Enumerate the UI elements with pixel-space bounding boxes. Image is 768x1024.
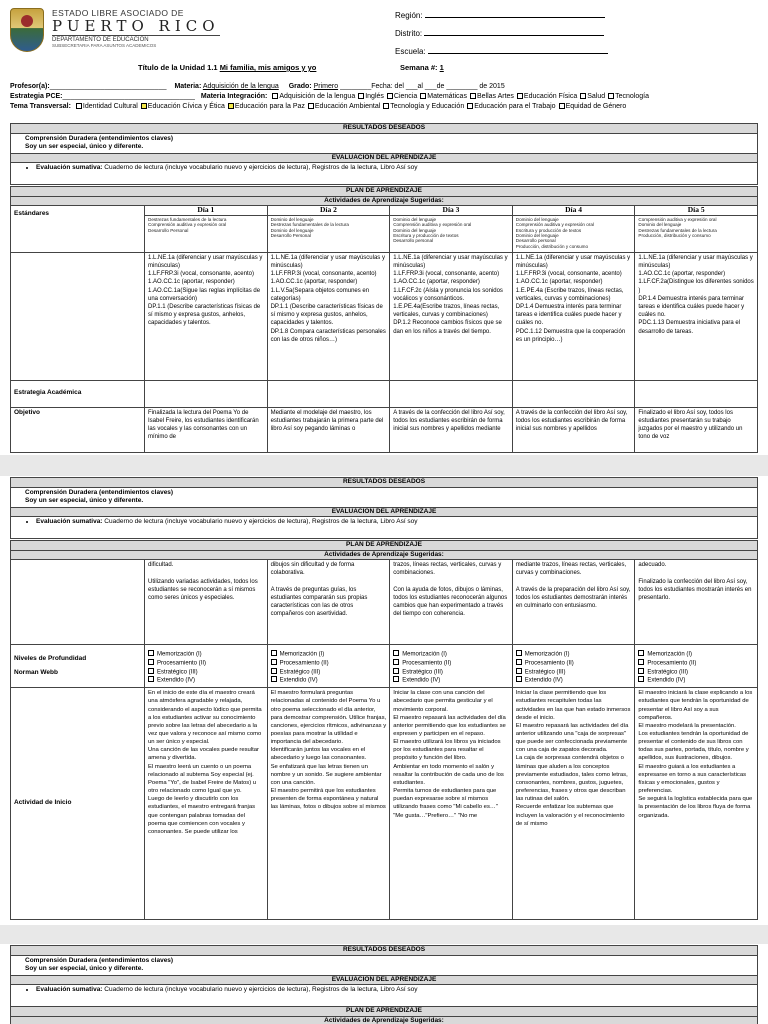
nivel-checkbox[interactable]	[516, 668, 522, 674]
objetivo-cont-label-cell	[11, 560, 145, 645]
niveles-row	[11, 645, 758, 688]
standards-detail-row	[11, 252, 758, 380]
soy-text: Soy un ser especial, único y diferente.	[25, 497, 144, 505]
estrategia-cell[interactable]	[145, 380, 268, 407]
semana	[400, 63, 444, 72]
nivel-checkbox[interactable]	[393, 659, 399, 665]
nivel-checkbox[interactable]	[638, 650, 644, 656]
standards-domain-cell: Destrezas fundamentales de la lectura Comprensión auditiva y expresión oral Desarrollo Personal	[145, 215, 268, 252]
sumativa-item	[36, 164, 754, 173]
resultados-table-page-3	[10, 945, 758, 1024]
soy-text: Soy un ser especial, único y diferente.	[25, 965, 144, 973]
standards-domain-cell: Comprensión auditiva y expresión oral Dominio del lenguaje Destrezas fundamentales de la lectura Producción, distribución y consumo	[635, 215, 758, 252]
objetivo-cont-cell: trazos, líneas rectas, verticales, curvas y combinaciones. Con la ayuda de fotos, dibujos o láminas, todos los estudiantes reconocerán algunos cambios que han experimentado a través del tiempo con coherencia.	[390, 560, 513, 645]
integracion-list	[269, 93, 649, 100]
resultados-table-page-2	[10, 477, 758, 539]
nivel-label: Estratégico (III)	[647, 669, 689, 676]
standards-detail-cell: 1.L.NE.1a (diferenciar y usar mayúsculas y minúsculas) 1.AO.CC.1c (aportar, responder) 1.LF.CF.2a(Distingue los diferentes sonidos ) DP.1.4 Demuestra interés para terminar tareas e identifica cuáles puede hacer y cuáles no. PDC.1.13 Demuestra iniciativa para el desarrollo de tareas.	[635, 252, 758, 380]
nivel-option[interactable]	[638, 659, 754, 668]
sumativa-item	[36, 518, 754, 527]
resultados-header: RESULTADOS DESEADOS	[11, 478, 758, 488]
nivel-label: Procesamiento (II)	[402, 660, 452, 667]
meta-line-2	[10, 92, 760, 102]
nivel-label: Estratégico (III)	[157, 669, 198, 676]
nivel-option[interactable]	[271, 650, 387, 659]
materia-value: Adquisición de la lengua	[202, 83, 279, 90]
nivel-checkbox[interactable]	[148, 676, 154, 682]
estrategia-cell[interactable]	[512, 380, 635, 407]
nivel-checkbox[interactable]	[393, 676, 399, 682]
nivel-option[interactable]	[638, 668, 754, 677]
niveles-label: Niveles de Profundidad	[14, 654, 87, 662]
objetivo-cell: A través de la confección del libro Así soy, todos los estudiantes escribirán de forma inicial sus nombres y apellidos mediante	[390, 407, 513, 452]
plan-header: PLAN DE APRENDIZAJE	[11, 1007, 758, 1017]
plan-header: PLAN DE APRENDIZAJE	[11, 541, 758, 551]
integracion-option: Matemáticas	[427, 93, 467, 100]
norman-label: Norman Webb	[14, 669, 58, 677]
nivel-option[interactable]	[516, 668, 632, 677]
escuela-field[interactable]	[428, 46, 608, 54]
nivel-option[interactable]	[516, 650, 632, 659]
integracion-checkbox[interactable]	[608, 93, 614, 99]
niveles-cell	[267, 645, 390, 688]
niveles-cell	[512, 645, 635, 688]
estrategia-cell[interactable]	[635, 380, 758, 407]
nivel-checkbox[interactable]	[148, 659, 154, 665]
nivel-option[interactable]	[148, 676, 264, 685]
nivel-label: Memorización (I)	[279, 651, 325, 658]
inicio-cell: El maestro formulará preguntas relacionadas al contenido del Poema Yo u otro poema seleccionado el día anterior, para demostrar comprensión. Utilice franjas, canciones, ejercicios rítmicos, adivinanzas y poesías para mostrar la utilidad e importancia del abecedario. Identificarán juntos las vocales en el abecedario y luego las consonantes. Se enfatizará que las letras tienen un nombre y un sonido. Se sugiere ambientar con una canción. El maestro permitirá que los estudiantes presenten de forma espontánea y natural las láminas, fotos o dibujos sobre sí mismos	[267, 688, 390, 920]
profesor-line[interactable]: ______________________________	[49, 83, 167, 90]
tema-checkbox[interactable]	[308, 103, 314, 109]
day-header-4: Día 4	[512, 206, 635, 216]
nivel-option[interactable]	[638, 650, 754, 659]
nivel-option[interactable]	[393, 668, 509, 677]
nivel-label: Extendido (IV)	[157, 677, 196, 684]
nivel-label: Procesamiento (II)	[279, 660, 329, 667]
integracion-checkbox[interactable]	[580, 93, 586, 99]
integracion-option: Inglés	[365, 93, 384, 100]
comprension-label: Comprensión Duradera (entendimientos claves)	[25, 488, 174, 496]
tema-option: Tecnología y Educación	[390, 103, 465, 110]
puerto-rico-seal-icon	[10, 8, 44, 52]
document-page-2	[0, 476, 768, 925]
nivel-option[interactable]	[148, 659, 264, 668]
standards-detail-cell: 1.L.NE.1a (diferenciar y usar mayúsculas y minúsculas) 1.LF.FRP.3i (vocal, consonante, acento) 1.AO.CC.1c (aportar, responder) 1.E.PE.4a (Escribe trazos, líneas rectas, verticales, curvas y combinaciones) DP.1.4 Demuestra interés para terminar tareas e identifica cuáles puede hacer y cuáles no. PDC.1.12 Demuestra que la cooperación es un principio…)	[512, 252, 635, 380]
nivel-checkbox[interactable]	[393, 650, 399, 656]
integracion-checkbox[interactable]	[272, 93, 278, 99]
objetivo-cont-cell: mediante trazos, líneas rectas, verticales, curvas y combinaciones. A través de la preparación del libro Así soy, todos los estudiantes demostrarán interés en culminarlo con entusiasmo.	[512, 560, 635, 645]
nivel-option[interactable]	[393, 659, 509, 668]
actividades-header: Actividades de Aprendizaje Sugeridas:	[11, 1016, 758, 1024]
nivel-label: Memorización (I)	[157, 651, 202, 658]
sumativa-text: Cuaderno de lectura (incluye vocabulario nuevo y ejercicios de lectura), Registros de la lectura, Libro Así soy	[104, 518, 418, 526]
nivel-label: Procesamiento (II)	[647, 660, 697, 667]
fecha-text: ________Fecha: del ___al ___de ________ de 2015	[340, 83, 505, 90]
nivel-label: Extendido (IV)	[524, 677, 563, 684]
objetivo-cell: Mediante el modelaje del maestro, los estudiantes trabajarán la primera parte del libro Así soy pegando láminas o	[267, 407, 390, 452]
nivel-checkbox[interactable]	[148, 668, 154, 674]
standards-detail-cell: 1.L.NE.1a (diferenciar y usar mayúsculas y minúsculas) 1.LF.FRP.3i (vocal, consonante, acento) 1.AO.CC.1c (aportar, responder) 1.LF.CF.2c (Aísla y pronuncia los sonidos vocálicos y consonánticos. 1.E.PE.4a(Escribe trazos, líneas rectas, verticales, curvas y combinaciones) DP.1.2 Reconoce cambios físicos que se dan en los niños a través del tiempo.	[390, 252, 513, 380]
org-line-3: DEPARTAMENTO DE EDUCACION	[52, 35, 220, 43]
nivel-label: Procesamiento (II)	[157, 660, 207, 667]
sumativa-text: Cuaderno de lectura (incluye vocabulario nuevo y ejercicios de lectura), Registros de la lectura, Libro Así soy	[104, 164, 418, 172]
nivel-checkbox[interactable]	[516, 650, 522, 656]
day-header-2: Día 2	[267, 206, 390, 216]
estrategia-label: Estrategia PCE:	[10, 93, 63, 100]
region-field[interactable]	[425, 10, 605, 18]
org-line-2: PUERTO RICO	[52, 17, 220, 35]
standards-domain-cell: Dominio del lenguaje Destrezas fundamentales de la lectura Dominio del lenguaje Desarrollo Personal	[267, 215, 390, 252]
objetivo-continued-row	[11, 560, 758, 645]
estrategia-line[interactable]: __________________________________	[62, 93, 195, 100]
nivel-checkbox[interactable]	[393, 668, 399, 674]
sumativa-label: Evaluación sumativa:	[36, 518, 103, 526]
nivel-option[interactable]	[516, 659, 632, 668]
tema-option: Identidad Cultural	[82, 103, 138, 110]
nivel-label: Extendido (IV)	[647, 677, 686, 684]
inicio-row	[11, 688, 758, 920]
integracion-checkbox[interactable]	[387, 93, 393, 99]
nivel-label: Extendido (IV)	[402, 677, 441, 684]
sumativa-label: Evaluación sumativa:	[36, 164, 103, 172]
inicio-cell: Iniciar la clase con una canción del abecedario que permita gesticular y el movimiento corporal. El maestro repasará las actividades del día anterior permitiendo que los estudiantes se expresen y participen en el repaso. El maestro utilizará los libros ya iniciados por los estudiantes para resaltar el propósito y función del libro. Ambientar en todo momento el salón y resaltar la contribución de cada uno de los estudiantes. Permita turnos de estudiantes para que puedan expresarse sobre sí mismos utilizando frases como "Mi cabello es…" "Me gusta…"Prefiero…" "No me	[390, 688, 513, 920]
nivel-checkbox[interactable]	[271, 676, 277, 682]
standards-detail-cell: 1.L.NE.1a (diferenciar y usar mayúsculas y minúsculas) 1.LF.FRP.3i (vocal, consonante, acento) 1.AO.CC.1c (aportar, responder) 1.L.V.5a(Separa objetos comunes en categorías) DP.1.1 (Describe características físicas de sí mismo y expresa gustos, anhelos, capacidades y talentos. DP.1.8 Compara características personales con las de otros niños…)	[267, 252, 390, 380]
profesor-label: Profesor(a):	[10, 83, 50, 90]
niveles-label-cell	[11, 645, 145, 688]
evaluacion-header: EVALUACION DEL APRENDIZAJE	[11, 153, 758, 163]
actividades-header: Actividades de Aprendizaje Sugeridas:	[11, 550, 758, 560]
niveles-cell	[635, 645, 758, 688]
integracion-checkbox[interactable]	[470, 93, 476, 99]
resultados-header: RESULTADOS DESEADOS	[11, 124, 758, 134]
grado-value: Primero	[313, 83, 339, 90]
sumativa-label: Evaluación sumativa:	[36, 986, 103, 994]
objetivo-cell: A través de la confección del libro Así soy, todos los estudiantes escribirán de forma inicial sus nombres y apellidos	[512, 407, 635, 452]
integracion-option: Tecnología	[615, 93, 649, 100]
nivel-option[interactable]	[393, 676, 509, 685]
tema-option: Educación Cívica y Ética	[147, 103, 225, 110]
estrategia-cell[interactable]	[390, 380, 513, 407]
semana-value: 1	[439, 63, 444, 72]
standards-detail-label-cell	[11, 252, 145, 380]
evaluacion-header: EVALUACION DEL APRENDIZAJE	[11, 507, 758, 517]
plan-table-page-1	[10, 186, 758, 453]
nivel-option[interactable]	[271, 659, 387, 668]
sumativa-item	[36, 986, 754, 995]
department-header	[52, 8, 220, 48]
distrito-label: Distrito:	[395, 29, 423, 38]
nivel-label: Memorización (I)	[647, 651, 693, 658]
nivel-option[interactable]	[148, 668, 264, 677]
org-line-4: SUBSECRETARIA PARA ASUNTOS ACADEMICOS	[52, 43, 157, 48]
resultados-header: RESULTADOS DESEADOS	[11, 946, 758, 956]
inicio-cell: Iniciar la clase permitiendo que los estudiantes recapitulen todas las actividades en las que han estado inmersos desde el inicio. El maestro repasará las actividades del día anterior utilizando una "caja de sorpresas" que puede ser confeccionada previamente con una caja de zapatos decorada. La caja de sorpresas contendrá objetos o láminas que aluden a los conceptos previamente estudiados, tales como letras, consonantes, nombres, gustos, juguetes, preferencias, frases y otros que describan las rutinas del salón. Recuerde enfatizar los subtemas que incluyen la valoración y el reconocimiento de sí mismo	[512, 688, 635, 920]
objetivo-cont-cell: dibujos sin dificultad y de forma colaborativa. A través de preguntas guías, los estudiantes compararán sus propias características con las de otros compañeros con asertividad.	[267, 560, 390, 645]
niveles-cell	[390, 645, 513, 688]
inicio-cell: En el inicio de este día el maestro creará una atmósfera agradable y relajada, considerando el aspecto lúdico que permita a los estudiantes activar su conocimiento previo sobre las letras del abecedario a la vez que valora y reconoce así mismo como un ser único y especial. Una canción de las vocales puede resultar amena y divertida. El maestro leerá un cuento o un poema relacionado al subtema Soy especial (ej. Poema "Yo", de Isabel Freire de Matos) u otro relacionado como Igual que yo. Luego de leerlo y discutirlo con los estudiantes, el maestro entregará franjas que contengan palabras tomadas del poema que comiencen con vocales y consonantes. Se puede utilizar los	[145, 688, 268, 920]
sumativa-text: Cuaderno de lectura (incluye vocabulario nuevo y ejercicios de lectura), Registros de la lectura, Libro Así soy	[104, 986, 418, 994]
nivel-option[interactable]	[271, 676, 387, 685]
nivel-label: Estratégico (III)	[279, 669, 321, 676]
nivel-label: Estratégico (III)	[524, 669, 566, 676]
nivel-checkbox[interactable]	[516, 659, 522, 665]
nivel-checkbox[interactable]	[638, 659, 644, 665]
escuela-label: Escuela:	[395, 47, 426, 56]
comprension-label: Comprensión Duradera (entendimientos claves)	[25, 134, 174, 142]
nivel-checkbox[interactable]	[638, 668, 644, 674]
document-page-3	[0, 944, 768, 1024]
estrategia-cell[interactable]	[267, 380, 390, 407]
integracion-checkbox[interactable]	[420, 93, 426, 99]
org-line-1: ESTADO LIBRE ASOCIADO DE	[52, 8, 184, 18]
tema-checkbox[interactable]	[467, 103, 473, 109]
integracion-checkbox[interactable]	[517, 93, 523, 99]
nivel-checkbox[interactable]	[271, 650, 277, 656]
nivel-label: Memorización (I)	[524, 651, 570, 658]
standards-detail-cell: 1.L.NE.1a (diferenciar y usar mayúsculas y minúsculas) 1.LF.FRP.3i (vocal, consonante, acento) 1.AO.CC.1c (aportar, responder) 1.AO.CC.1a(Sigue las reglas implícitas de una conversación) DP.1.1 (Describe características físicas de sí mismo y expresa gustos, anhelos, capacidades y talentos.	[145, 252, 268, 380]
meta-line-1	[10, 82, 760, 92]
sumativa-cell	[11, 985, 758, 1007]
materia-label: Materia:	[174, 83, 202, 90]
nivel-option[interactable]	[148, 650, 264, 659]
tema-list	[73, 103, 626, 110]
grado-label: Grado:	[288, 83, 312, 90]
comprension-cell	[11, 487, 758, 507]
integracion-option: Bellas Artes	[476, 93, 514, 100]
objetivo-cell: Finalizado el libro Así soy, todos los estudiantes presentarán su trabajo juzgados por el maestro y utilizando un tono de voz	[635, 407, 758, 452]
tema-checkbox[interactable]	[559, 103, 565, 109]
nivel-label: Extendido (IV)	[279, 677, 318, 684]
comprension-label: Comprensión Duradera (entendimientos claves)	[25, 956, 174, 964]
estrategia-row	[11, 380, 758, 407]
nivel-label: Estratégico (III)	[402, 669, 443, 676]
integracion-option: Ciencia	[393, 93, 418, 100]
nivel-checkbox[interactable]	[516, 676, 522, 682]
tema-checkbox[interactable]	[228, 103, 234, 109]
unit-title	[138, 63, 316, 72]
resultados-table	[10, 123, 758, 185]
sumativa-cell	[11, 163, 758, 185]
nivel-option[interactable]	[271, 668, 387, 677]
meta-block	[10, 82, 760, 112]
day-header-1: Día 1	[145, 206, 268, 216]
tema-option: Equidad de Género	[565, 103, 627, 110]
nivel-label: Procesamiento (II)	[524, 660, 574, 667]
tema-checkbox[interactable]	[383, 103, 389, 109]
tema-option: Educación para la Paz	[234, 103, 305, 110]
tema-checkbox[interactable]	[76, 103, 82, 109]
day-header-3: Día 3	[390, 206, 513, 216]
objetivo-row	[11, 407, 758, 452]
tema-option: Educación Ambiental	[314, 103, 381, 110]
integracion-label: Materia Integración:	[200, 93, 268, 100]
standards-domain-cell: Dominio del lenguaje Comprensión auditiva y expresión oral Dominio del lenguaje Escritura y producción de textos Desarrollo personal	[390, 215, 513, 252]
evaluacion-header: EVALUACION DEL APRENDIZAJE	[11, 975, 758, 985]
estrategia-academica-label: Estrategia Académica	[11, 380, 145, 407]
tema-checkbox[interactable]	[141, 103, 147, 109]
estandares-label: Estándares	[11, 206, 145, 253]
region-label: Región:	[395, 11, 423, 20]
actividades-header: Actividades de Aprendizaje Sugeridas:	[11, 196, 758, 206]
plan-table-page-2	[10, 540, 758, 920]
comprension-cell	[11, 133, 758, 153]
unit-label: Título de la Unidad 1.1	[138, 63, 218, 72]
nivel-option[interactable]	[516, 676, 632, 685]
inicio-cell: El maestro iniciará la clase explicando a los estudiantes que tendrán la oportunidad de presentar el libro Así soy a sus compañeros. El maestro modelará la presentación. Los estudiantes tendrán la oportunidad de presentar el contenido de sus libros con todas sus partes, portada, título, nombre y apellidos, sus ilustraciones, dibujos. El maestro guiará a los estudiantes a expresarse en torno a sus características físicas y emocionales, gustos y preferencias. Se seguirá la logística establecida para que la presentación de los libros fluya de forma organizada.	[635, 688, 758, 920]
day-header-row	[11, 206, 758, 216]
objetivo-cell: Finalizada la lectura del Poema Yo de Isabel Freire, los estudiantes identificarán las vocales y las consonantes con un mínimo de	[145, 407, 268, 452]
inicio-label: Actividad de Inicio	[11, 688, 145, 920]
soy-text: Soy un ser especial, único y diferente.	[25, 143, 144, 151]
tema-label: Tema Transversal:	[10, 103, 71, 110]
semana-label: Semana #:	[400, 63, 438, 72]
integracion-checkbox[interactable]	[358, 93, 364, 99]
document-page-1	[0, 0, 768, 455]
plan-header: PLAN DE APRENDIZAJE	[11, 187, 758, 197]
nivel-checkbox[interactable]	[148, 650, 154, 656]
region-block	[395, 10, 608, 64]
nivel-label: Memorización (I)	[402, 651, 447, 658]
distrito-field[interactable]	[424, 28, 604, 36]
comprension-cell	[11, 955, 758, 975]
objetivo-cont-cell: dificultad. Utilizando variadas actividades, todos los estudiantes se reconocerán a sí mismos como seres únicos y especiales.	[145, 560, 268, 645]
integracion-option: Educación Física	[523, 93, 578, 100]
integracion-option: Salud	[587, 93, 606, 100]
standards-domain-cell: Dominio del lenguaje Comprensión auditiva y expresión oral Escritura y producción de textos Dominio del lenguaje Desarrollo personal Producción, distribución y consumo	[512, 215, 635, 252]
nivel-option[interactable]	[393, 650, 509, 659]
niveles-cell	[145, 645, 268, 688]
meta-line-3	[10, 102, 760, 112]
nivel-checkbox[interactable]	[638, 676, 644, 682]
objetivo-cont-cell: adecuado. Finalizado la confección del libro Así soy, todos los estudiantes mostrarán interés en presentarlo.	[635, 560, 758, 645]
tema-option: Educación para el Trabajo	[474, 103, 556, 110]
sumativa-cell	[11, 517, 758, 539]
objetivo-label: Objetivo	[11, 407, 145, 452]
unit-name: Mi familia, mis amigos y yo	[219, 63, 317, 72]
integracion-option: Adquisición de la lengua	[279, 93, 356, 100]
nivel-checkbox[interactable]	[271, 659, 277, 665]
nivel-option[interactable]	[638, 676, 754, 685]
day-header-5: Día 5	[635, 206, 758, 216]
nivel-checkbox[interactable]	[271, 668, 277, 674]
